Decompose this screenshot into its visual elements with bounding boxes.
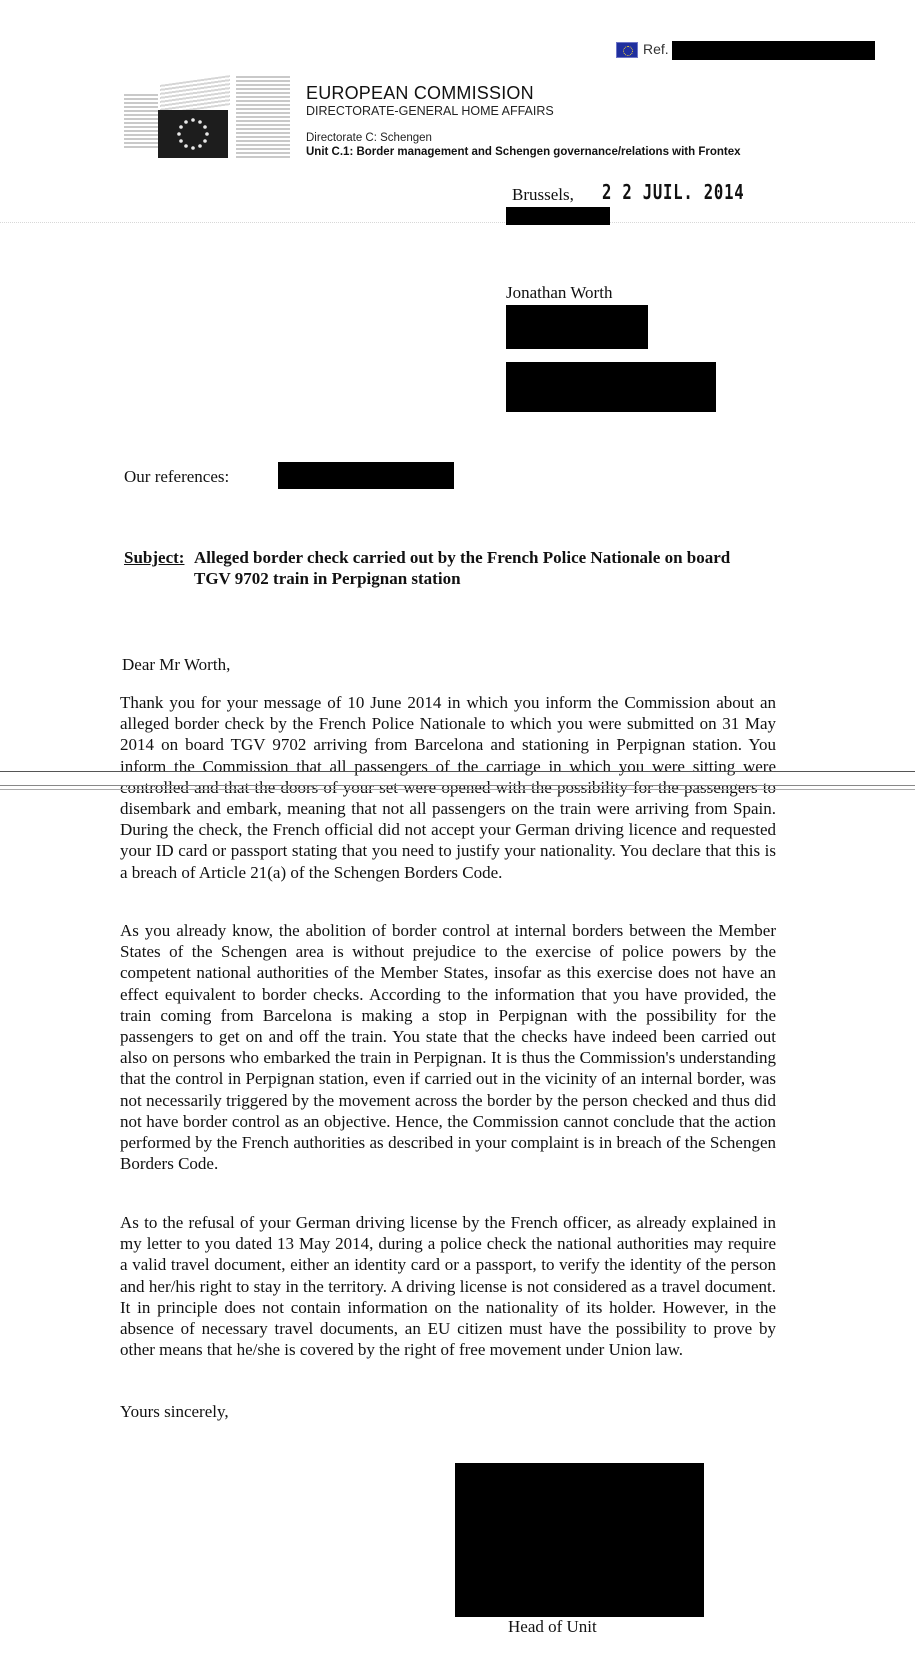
our-references-label: Our references:: [124, 467, 230, 486]
unit: Unit C.1: Border management and Schengen governance/relations with Frontex: [306, 146, 741, 158]
dateline-place: Brussels,: [512, 185, 574, 204]
body-paragraph-2: As you already know, the abolition of border control at internal borders between the Member States of the Schengen area is without prejudice to the exercise of police powers by the competent national authorities of the Member States, insofar as this exercise does not have an effect equivalent to border checks. According to the information that you have provided, the train coming from Barcelona is making a stop in Perpignan with the possibility for the passengers to get on and off the train. You state that the checks have indeed been carried out also on persons who embarked the train in Perpignan. It is thus the Commission's understanding that the control in Perpignan station, even if carried out in the vicinity of an internal border, was not necessarily triggered by the movement across the border by the person checked and thus did not have border control as an objective. Hence, the Commission cannot conclude that the action performed by the French authorities as described in your complaint is in breach of the Schengen Borders Code.: [120, 921, 776, 1174]
scan-artifact-line: [0, 771, 915, 772]
organisation-name: EUROPEAN COMMISSION: [306, 83, 534, 103]
subject-line-2: TGV 9702 train in Perpignan station: [194, 569, 461, 588]
european-commission-logo: [124, 74, 290, 160]
salutation: Dear Mr Worth,: [122, 655, 231, 674]
reference-label: Ref.: [643, 41, 669, 57]
date-stamp: 2 2 JUIL. 2014: [602, 180, 745, 204]
logo-eu-flag-icon: [158, 110, 228, 158]
redacted-recipient-address-line-2: [506, 362, 716, 412]
redacted-reference-number: [672, 41, 875, 60]
redacted-recipient-address-line-1: [506, 305, 648, 349]
body-paragraph-1: Thank you for your message of 10 June 2014 in which you inform the Commission about an alleged border check by the French Police Nationale to which you were submitted on 31 May 2014 on board TGV 9702 arriving from Barcelona and stationing in Perpignan station. You inform the Commission that all passengers of the carriage in which you were sitting were controlled and that the doors of your set were opened with the possibility for the passengers to disembark and embark, meaning that not all passengers on the train were arriving from Spain. During the check, the French official did not accept your German driving licence and requested your ID card or passport stating that you need to justify your nationality. You declare that this is a breach of Article 21(a) of the Schengen Borders Code.: [120, 693, 776, 882]
scan-artifact-line: [0, 222, 915, 223]
subject: [124, 547, 784, 588]
logo-building-lines-top: [160, 75, 230, 115]
directorate: Directorate C: Schengen: [306, 132, 432, 144]
eu-stars-icon: [158, 110, 228, 158]
redacted-block: [506, 207, 610, 225]
redacted-our-references: [278, 462, 454, 489]
redacted-signature: [455, 1463, 704, 1617]
signatory-title: Head of Unit: [508, 1617, 597, 1636]
directorate-general: DIRECTORATE-GENERAL HOME AFFAIRS: [306, 104, 554, 118]
scan-artifact-line: [0, 785, 915, 786]
eu-flag-icon: [616, 42, 638, 58]
logo-building-lines-right: [236, 76, 290, 158]
subject-line-1: Alleged border check carried out by the French Police Nationale on board: [194, 548, 731, 567]
body-paragraph-3: As to the refusal of your German driving license by the French officer, as already explained in my letter to you dated 13 May 2014, during a police check the national authorities may require a valid travel document, either an identity card or a passport, to verify the identity of the person and her/his right to stay in the territory. A driving license is not considered as a travel document. It in principle does not contain information on the nationality of its holder. However, in the absence of necessary travel documents, an EU citizen must have the possibility to prove by other means that he/she is covered by the right of free movement under Union law.: [120, 1213, 776, 1360]
recipient-name: Jonathan Worth: [506, 283, 613, 302]
subject-label: Subject:: [124, 548, 185, 567]
closing: Yours sincerely,: [120, 1402, 229, 1421]
scan-artifact-line: [0, 789, 915, 790]
logo-building-lines-left: [124, 94, 158, 148]
